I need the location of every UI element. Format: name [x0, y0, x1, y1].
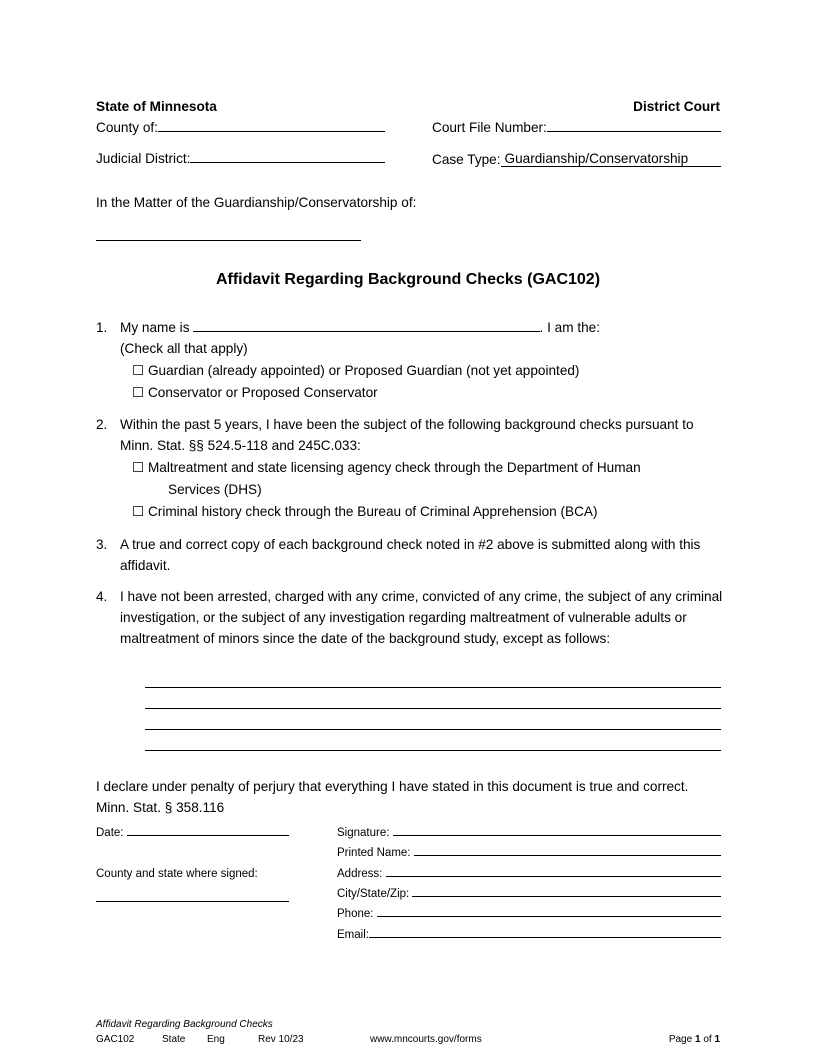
address-field[interactable] — [337, 868, 721, 880]
printed-name-field[interactable] — [337, 847, 721, 859]
case-type-label: Case Type: — [432, 152, 501, 167]
bca-checkbox[interactable] — [132, 504, 598, 520]
i-am-label: . I am the: — [539, 320, 600, 335]
page-label: Page — [668, 1034, 693, 1045]
check-note: (Check all that apply) — [120, 341, 248, 356]
phone-field[interactable] — [337, 908, 721, 920]
county-state-label: County and state where signed: — [96, 868, 258, 880]
item-number: 3. — [96, 537, 108, 552]
conservator-checkbox[interactable] — [132, 385, 378, 401]
exception-line[interactable] — [145, 729, 721, 730]
county-state-field[interactable] — [96, 901, 289, 902]
case-type-value: Guardianship/Conservatorship — [501, 151, 721, 167]
checkbox-icon[interactable]: ☐ — [132, 460, 145, 475]
date-field[interactable] — [96, 827, 289, 839]
signature-field[interactable] — [337, 827, 721, 839]
court-file-number-field[interactable] — [432, 120, 721, 135]
exception-line[interactable] — [145, 750, 721, 751]
city-state-zip-field[interactable] — [337, 888, 721, 900]
item-number: 1. — [96, 320, 108, 335]
footer-form-code: GAC102 — [96, 1034, 135, 1045]
total-pages: 1 — [714, 1034, 720, 1045]
phone-label: Phone: — [337, 908, 374, 920]
county-label: County of: — [96, 120, 158, 135]
footer-state: State — [162, 1034, 186, 1045]
item-number: 2. — [96, 417, 108, 432]
declaration: I declare under penalty of perjury that everything I have stated in this document is true and correct. Minn. Stat. § 358.116 — [96, 779, 689, 815]
matter-label: In the Matter of the Guardianship/Conservatorship of: — [96, 195, 417, 210]
option-label: Guardian (already appointed) or Proposed Guardian (not yet appointed) — [147, 363, 580, 378]
item-text: I have not been arrested, charged with any crime, convicted of any crime, the subject of any criminal investigation, or the subject of any investigation regarding maltreatment of vulnerable adults or maltreatment of minors since the date of the background study, except as follows: — [120, 589, 723, 646]
address-label: Address: — [337, 868, 383, 880]
state-heading: State of Minnesota — [96, 99, 217, 114]
city-label: City/State/Zip: — [337, 888, 410, 900]
item-number: 4. — [96, 589, 108, 604]
option-label-continued: Services (DHS) — [168, 482, 262, 497]
court-file-label: Court File Number: — [432, 120, 547, 135]
item-text: Within the past 5 years, I have been the subject of the following background checks pursuant to Minn. Stat. §§ 524.5-118 and 245C.033: — [120, 417, 694, 453]
signature-label: Signature: — [337, 827, 390, 839]
footer-revision: Rev 10/23 — [258, 1034, 304, 1045]
exception-line[interactable] — [145, 708, 721, 709]
name-field[interactable] — [120, 320, 600, 335]
page-number — [669, 1034, 720, 1045]
dhs-checkbox[interactable] — [132, 460, 641, 476]
footer-language: Eng — [207, 1034, 225, 1045]
district-label: Judicial District: — [96, 151, 191, 166]
footer-url[interactable]: www.mncourts.gov/forms — [370, 1034, 482, 1045]
case-type-field — [432, 151, 721, 167]
guardian-checkbox[interactable] — [132, 363, 579, 379]
exception-line[interactable] — [145, 687, 721, 688]
option-label: Criminal history check through the Bureau of Criminal Apprehension (BCA) — [147, 504, 598, 519]
checkbox-icon[interactable]: ☐ — [132, 504, 145, 519]
checkbox-icon[interactable]: ☐ — [132, 385, 145, 400]
county-field[interactable] — [96, 120, 385, 135]
date-label: Date: — [96, 827, 124, 839]
email-label: Email: — [337, 929, 369, 941]
email-field[interactable] — [337, 929, 721, 941]
court-heading: District Court — [633, 99, 720, 114]
matter-name-field[interactable] — [96, 240, 361, 241]
option-label: Maltreatment and state licensing agency check through the Department of Human — [147, 460, 641, 475]
footer-title: Affidavit Regarding Background Checks — [96, 1019, 273, 1030]
judicial-district-field[interactable] — [96, 151, 385, 166]
option-label: Conservator or Proposed Conservator — [147, 385, 378, 400]
item-text: A true and correct copy of each background check noted in #2 above is submitted along with this affidavit. — [120, 537, 701, 573]
current-page: 1 — [694, 1034, 701, 1045]
name-label: My name is — [120, 320, 190, 335]
printed-name-label: Printed Name: — [337, 847, 411, 859]
document-title: Affidavit Regarding Background Checks (GAC102) — [215, 271, 601, 288]
checkbox-icon[interactable]: ☐ — [132, 363, 145, 378]
page-of: of — [703, 1034, 712, 1045]
